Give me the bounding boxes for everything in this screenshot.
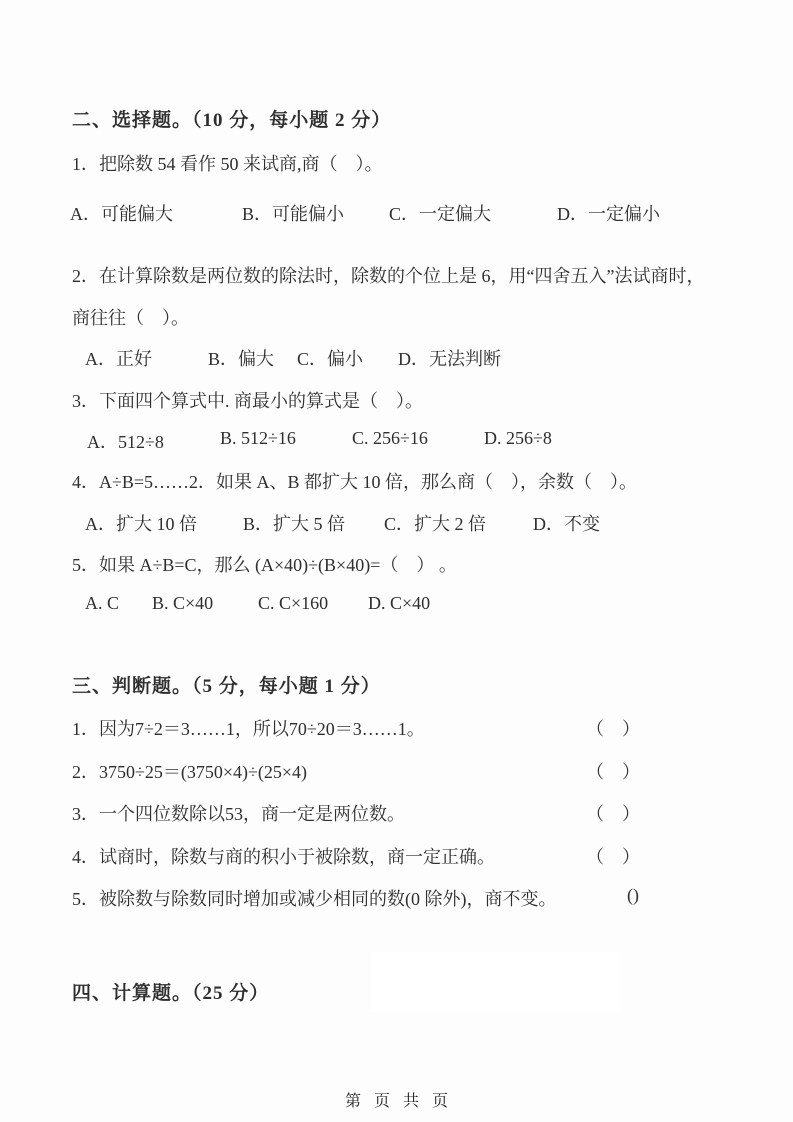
choice-q3-option-b: B. 512÷16 [220,428,296,448]
choice-q4-option-c: C．扩大 2 倍 [384,514,487,534]
choice-q3-text: 3．下面四个算式中. 商最小的算式是（ ）。 [72,391,423,411]
page-footer: 第 页 共 页 [344,1093,448,1110]
choice-q5-option-b: B. C×40 [152,593,214,613]
choice-q4-text: 4．A÷B=5……2．如果 A、B 都扩大 10 倍，那么商（ ），余数（ ）。 [72,472,638,492]
choice-q3-option-a: A．512÷8 [87,432,164,452]
scan-artifact [370,952,620,1012]
choice-q5-option-c: C. C×160 [258,593,329,613]
choice-q1-option-b: B．可能偏小 [242,204,345,224]
choice-q4-option-a: A．扩大 10 倍 [85,514,197,534]
choice-q5-option-d: D. C×40 [368,593,431,613]
choice-q4-option-b: B．扩大 5 倍 [243,514,346,534]
choice-q3-option-d: D. 256÷8 [484,428,552,448]
choice-q2-text-line1: 2．在计算除数是两位数的除法时，除数的个位上是 6，用“四舍五入”法试商时， [72,266,705,286]
judge-item-2-bracket: （ ） [586,762,640,782]
judge-item-1-text: 1．因为7÷2＝3……1，所以70÷20＝3……1。 [72,719,425,739]
judge-item-5-bracket: () [627,885,639,905]
choice-q2-text-line2: 商往往（ ）。 [72,308,189,328]
choice-q1-text: 1．把除数 54 看作 50 来试商,商（ ）。 [72,154,383,174]
choice-q5-text: 5．如果 A÷B=C，那么 (A×40)÷(B×40)=（ ） 。 [72,555,457,575]
judge-item-5-text: 5．被除数与除数同时增加或减少相同的数(0 除外)，商不变。 [72,889,557,909]
section-calc-heading: 四、计算题。（25 分） [72,983,270,1004]
choice-q2-option-c: C．偏小 [297,349,364,369]
choice-q1-option-c: C．一定偏大 [389,204,492,224]
choice-q1-option-d: D．一定偏小 [557,204,660,224]
judge-item-1-bracket: （ ） [586,719,640,739]
choice-q3-option-c: C. 256÷16 [352,428,428,448]
section-judge-heading: 三、判断题。（5 分，每小题 1 分） [72,676,381,697]
choice-q2-option-d: D．无法判断 [398,349,501,369]
choice-q5-option-a: A. C [85,593,120,613]
judge-item-2-text: 2．3750÷25＝(3750×4)÷(25×4) [72,762,308,782]
choice-q4-option-d: D．不变 [533,514,600,534]
judge-item-3-text: 3．一个四位数除以53，商一定是两位数。 [72,804,405,824]
judge-item-3-bracket: （ ） [586,804,640,824]
judge-item-4-bracket: （ ） [586,847,640,867]
choice-q2-option-b: B．偏大 [208,349,275,369]
choice-q2-option-a: A．正好 [85,349,152,369]
section-choice-heading: 二、选择题。（10 分，每小题 2 分） [72,110,392,131]
judge-item-4-text: 4．试商时，除数与商的积小于被除数，商一定正确。 [72,847,495,867]
choice-q1-option-a: A．可能偏大 [70,204,173,224]
